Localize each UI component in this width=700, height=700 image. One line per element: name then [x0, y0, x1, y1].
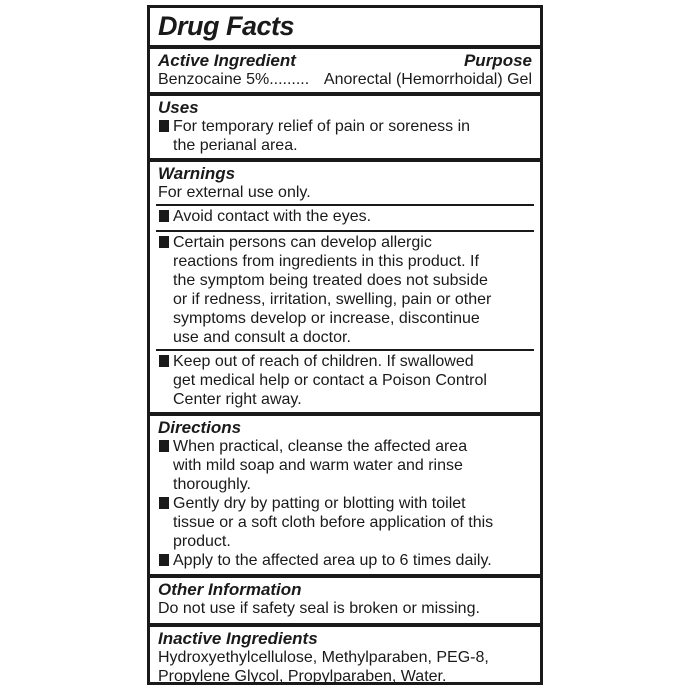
- uses-heading: Uses: [158, 98, 199, 117]
- divider: [156, 349, 534, 351]
- text-line: Keep out of reach of children. If swallowed: [173, 353, 474, 370]
- active-ingredient-purpose: Anorectal (Hemorrhoidal) Gel: [323, 71, 532, 88]
- inactive-ingredients-heading: Inactive Ingredients: [158, 629, 318, 648]
- text-line: with mild soap and warm water and rinse: [173, 457, 463, 474]
- drug-facts-title-block: [150, 10, 540, 42]
- text-line: product.: [173, 533, 231, 550]
- warnings-heading: Warnings: [158, 164, 236, 183]
- warnings-intro: For external use only.: [158, 184, 311, 201]
- other-information-heading: Other Information: [158, 580, 302, 599]
- other-information-text: Do not use if safety seal is broken or missing.: [158, 600, 480, 617]
- directions-item: [158, 494, 532, 551]
- uses-item: [158, 117, 532, 155]
- directions-heading: Directions: [158, 418, 242, 437]
- active-ingredient-section: [150, 51, 540, 89]
- directions-section: [150, 418, 540, 570]
- text-line: reactions from ingredients in this product. If: [173, 253, 479, 270]
- divider: [150, 45, 540, 49]
- text-line: or if redness, irritation, swelling, pain or other: [173, 291, 492, 308]
- inactive-ingredients-section: [150, 629, 540, 686]
- text-line: tissue or a soft cloth before application of this: [173, 514, 494, 531]
- purpose-heading: Purpose: [463, 51, 532, 70]
- divider: [150, 92, 540, 96]
- text-line: When practical, cleanse the affected area: [173, 438, 468, 455]
- divider: [150, 158, 540, 162]
- warning-item-eyes: [150, 207, 540, 226]
- text-line: the perianal area.: [173, 137, 298, 154]
- text-line: For temporary relief of pain or soreness in: [173, 118, 471, 135]
- text-line: Center right away.: [173, 391, 302, 408]
- text-line: use and consult a doctor.: [173, 329, 351, 346]
- directions-item: [158, 437, 532, 494]
- text-line: symptoms develop or increase, discontinue: [173, 310, 480, 327]
- text-line: Certain persons can develop allergic: [173, 234, 432, 251]
- directions-item: [158, 551, 532, 570]
- other-information-section: [150, 580, 540, 618]
- warnings-section: [150, 164, 540, 202]
- active-ingredient-name: Benzocaine 5%.........: [158, 71, 310, 88]
- uses-section: [150, 98, 540, 155]
- divider: [156, 230, 534, 232]
- warning-item-children: [150, 352, 540, 409]
- divider: [156, 204, 534, 206]
- text-line: thoroughly.: [173, 476, 251, 493]
- text-line: the symptom being treated does not subside: [173, 272, 488, 289]
- text-line: Apply to the affected area up to 6 times daily.: [173, 552, 492, 569]
- text-line: Propylene Glycol, Propylparaben, Water.: [158, 668, 447, 685]
- divider: [150, 623, 540, 627]
- divider: [150, 574, 540, 578]
- drug-facts-panel: [147, 5, 543, 685]
- text-line: Hydroxyethylcellulose, Methylparaben, PEG-8,: [158, 649, 489, 666]
- text-line: Gently dry by patting or blotting with toilet: [173, 495, 466, 512]
- text-line: get medical help or contact a Poison Control: [173, 372, 487, 389]
- active-ingredient-heading: Active Ingredient: [158, 51, 296, 70]
- drug-facts-title: Drug Facts: [158, 11, 295, 41]
- divider: [150, 412, 540, 416]
- text-line: Avoid contact with the eyes.: [173, 208, 372, 225]
- warning-item-allergic: [150, 233, 540, 347]
